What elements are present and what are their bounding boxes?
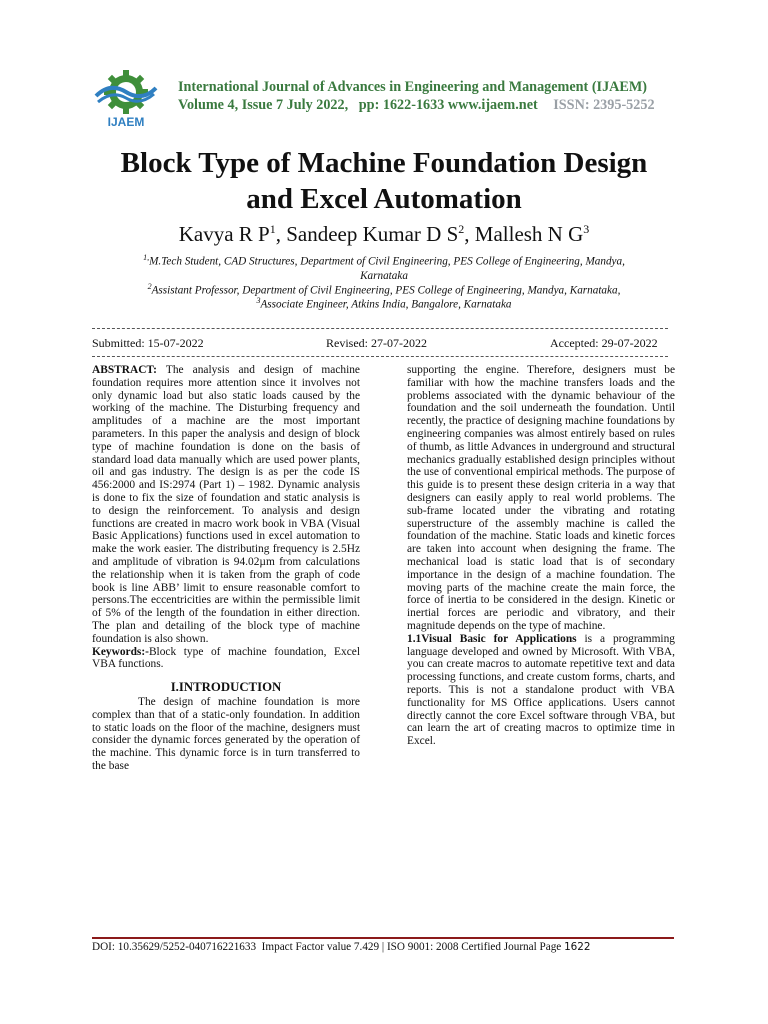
ijaem-logo [92, 68, 160, 128]
affiliation-sup: 2 [147, 282, 152, 291]
author-list: Kavya R $P^1$, Sandeep Kumar D $S^2$, Mallesh N $G^3$ [178, 222, 590, 246]
keywords-label: Keywords:- [92, 645, 149, 658]
vba-text: is a programming language developed and owned by Microsoft. With VBA, you can create macros to automate repetitive text and data processing functions, and create custom forms, charts, and reports. This is not a standalone product with VBA functionality for MS Office applications. Users cannot directly cannot the core Excel software through VBA, but can learn the art of creating macros to optimize time in Excel. [407, 632, 675, 748]
affiliation-3 [92, 294, 676, 312]
affiliation-text: Karnataka [360, 270, 408, 283]
section-heading-introduction: I.INTRODUCTION [170, 680, 282, 695]
abstract-text: The analysis and design of machine foundation requires more attention since it involves not only dynamic load but also static loads caused by the working of the machine. The Disturbing frequency and amplitudes of a machine are the most important parameters. In this paper the analysis and design of block type of machine foundation is done on the basis of standard load data manually which are used power plants, oil and gas industry. The design is as per the code IS 456:2000 and IS:2974 (Part 1) – 1982. Dynamic analysis is done to fix the size of foundation and static analysis is to design the reinforcement. To analysis and design functions are created in macro work book in VBA (Visual Basic Applications) functions used in excel automation to make the work easier. The distributing frequency is 2.5Hz and amplitude of vibration is 94.02µm from calculations the relationship when it is taken from the graph of code book is line ABB’ limit to ensure reasonable comfort to persons.The eccentricities are within the permissible limit of 5% of the length of the foundation in either direction. The plan and detailing of the block type of machine foundation is also shown. [92, 364, 360, 645]
separator-top [92, 328, 668, 329]
abstract-label: ABSTRACT: [92, 364, 157, 376]
title-line-2: and Excel Automation [246, 183, 522, 215]
footer-doi[interactable]: DOI: 10.35629/5252-040716221633 [92, 941, 257, 953]
paper-title [40, 145, 728, 217]
author-name: Sandeep Kumar D S [286, 222, 459, 246]
abstract [92, 364, 360, 646]
intro-continued: supporting the engine. Therefore, designers must be familiar with how the machine transfers loads and the problems associated with the dynamic behaviour of the foundation and the soil underneath the foundation. Until recently, the practice of designing machine foundations by engineering companies was almost entirely based on rules of thumb, as little Advances in underground and structural mechanics gradually established design principles without the use of conventional empirical methods. The purpose of this guide is to present these design criteria in a way that designers can easily apply to real world problems. The sub-frame located under the vibrating and rotating superstructure of the assembly machine is called the foundation of the machine. Static loads and kinetic forces are taken into account when designing the frame. The mechanical load is static load that is of secondary importance in the design of a machine foundation. The moving parts of the machine create the main force, the force of inertia to be considered in the design. Kinetic or inertial forces are periodic and vibratory, and their magnitude depends on the type of machine. [407, 364, 675, 632]
keywords [92, 646, 360, 672]
journal-name: International Journal of Advances in Engineering and Management (IJAEM) [178, 79, 647, 95]
accepted-date: Accepted: 29-07-2022 [550, 336, 658, 350]
vba-heading: 1.1Visual Basic for Applications [407, 632, 577, 645]
footer-page-label: Page [539, 941, 562, 953]
affiliation-text: Associate Engineer, Atkins India, Bangalore, Karnataka [260, 298, 512, 311]
intro-paragraph: The design of machine foundation is more complex than that of a static-only foundation. In addition to static loads on the floor of the machine, designers must consider the dynamic forces generated by the operation of the machine. This dynamic force is in turn transferred to the base [92, 695, 360, 772]
keywords-text: Block type of machine foundation, Excel VBA functions. [92, 645, 360, 671]
revised-date: Revised: 27-07-2022 [326, 336, 427, 350]
footer [92, 941, 676, 953]
author-sup: 2 [458, 222, 465, 236]
title-line-1: Block Type of Machine Foundation Design [120, 147, 648, 179]
issn: ISSN: 2395-5252 [553, 97, 655, 113]
affiliation-text: Assistant Professor, Department of Civil Engineering, PES College of Engineering, Mandya, Karnataka, [151, 284, 621, 297]
affiliation-text: M.Tech Student, CAD Structures, Department of Civil Engineering, PES College of Engineering, Mandya, [149, 255, 625, 268]
footer-page-number: 1622 [564, 941, 591, 953]
author-name: Mallesh N G [474, 222, 584, 246]
footer-iso: | ISO 9001: 2008 Certified Journal [381, 941, 537, 953]
volume-issue: Volume 4, Issue 7 July 2022, [178, 97, 349, 113]
page-range: pp: 1622-1633 [358, 97, 445, 113]
affiliation-sup: 3 [256, 296, 261, 305]
affiliation-sup: 1, [143, 253, 150, 262]
vba-paragraph [407, 633, 675, 748]
author-sup: 1 [269, 222, 276, 236]
footer-rule [92, 937, 674, 939]
submitted-date: Submitted: 15-07-2022 [92, 336, 204, 350]
author-name: Kavya R P [178, 222, 270, 246]
left-column [92, 364, 360, 773]
journal-volume-line [178, 97, 655, 114]
footer-impact-factor: Impact Factor value 7.429 [261, 941, 380, 953]
separator-bottom [92, 356, 668, 357]
affiliation-1 [92, 251, 676, 284]
journal-website[interactable]: www.ijaem.net [447, 97, 538, 113]
right-column [407, 364, 675, 748]
svg-text:IJAEM: IJAEM [107, 115, 145, 128]
author-sup: 3 [583, 222, 590, 236]
